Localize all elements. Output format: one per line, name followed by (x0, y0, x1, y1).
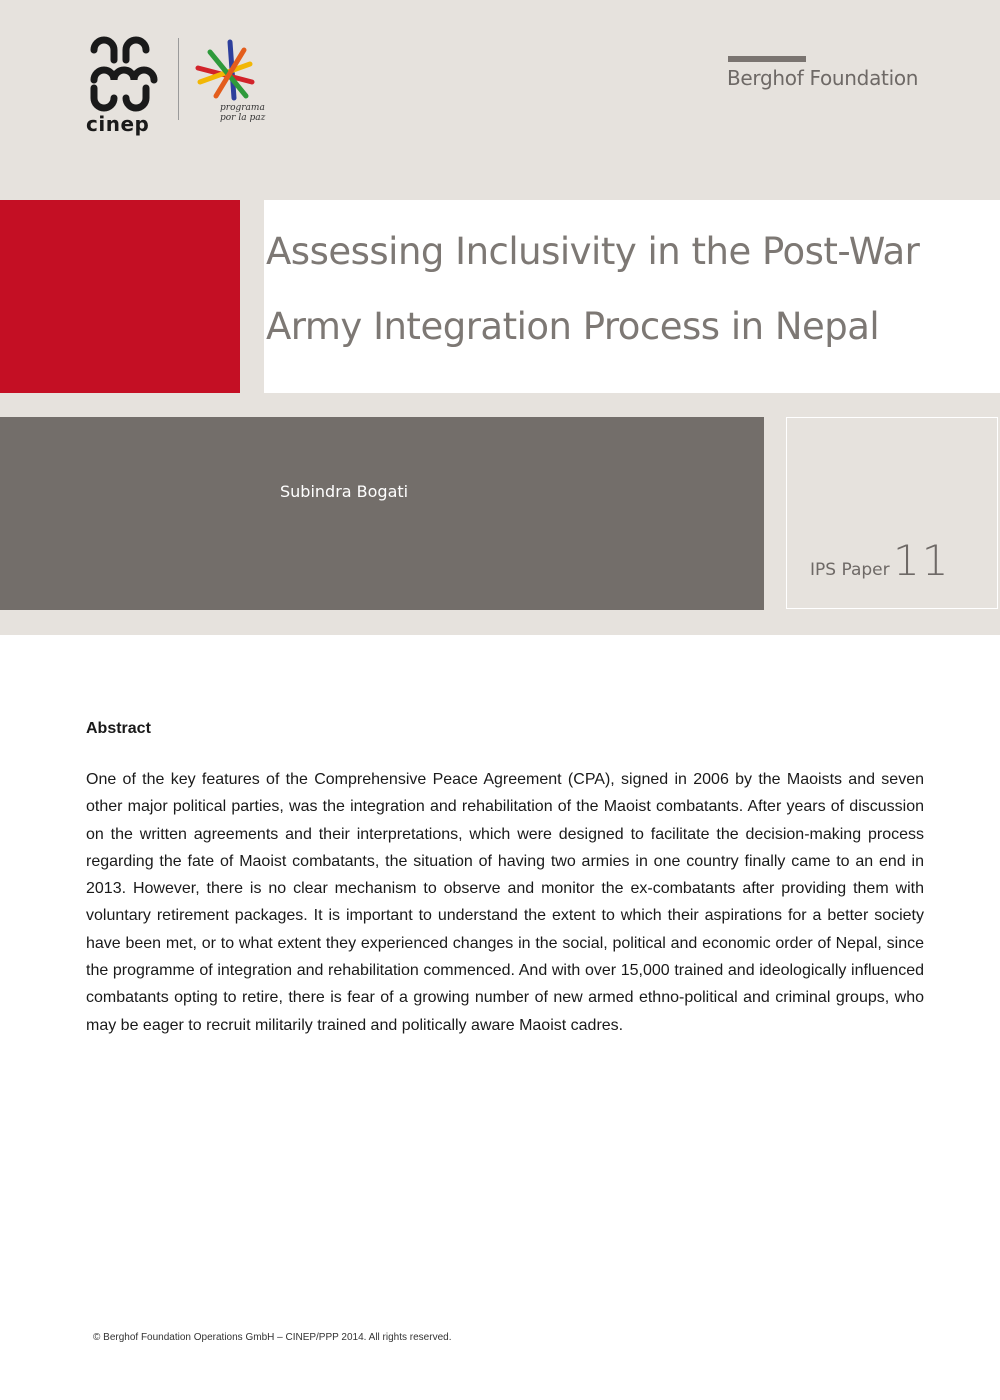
series-label: IPS Paper (810, 560, 890, 580)
title-line-2: Army Integration Process in Nepal (266, 305, 880, 348)
author-name: Subindra Bogati (280, 482, 409, 501)
title-line-1: Assessing Inclusivity in the Post-War (266, 230, 920, 273)
berghof-logo-bar (728, 56, 806, 62)
paz-logo-line1: programa (220, 103, 265, 113)
document-title (266, 214, 976, 364)
programa-por-la-paz-logo-text (220, 103, 265, 123)
cinep-logo-text: cinep (86, 112, 150, 136)
red-accent-block (0, 200, 240, 393)
author-box (0, 417, 764, 610)
berghof-foundation-logo-text: Berghof Foundation (727, 66, 919, 90)
logo-divider (178, 38, 179, 120)
abstract-heading: Abstract (86, 720, 151, 737)
paz-logo-line2: por la paz (220, 113, 266, 123)
copyright-footer: © Berghof Foundation Operations GmbH – CINEP/PPP 2014. All rights reserved. (93, 1332, 452, 1343)
series-box (786, 417, 998, 609)
series-number: 11 (893, 536, 951, 585)
abstract-body: One of the key features of the Comprehensive Peace Agreement (CPA), signed in 2006 by the Maoists and seven other major political parties, was the integration and rehabilitation of the Maoist combatants. After years of discussion on the written agreements and their interpretations, which were designed to facilitate the decision-making process regarding the fate of Maoist combatants, the situation of having two armies in one country finally came to an end in 2013. However, there is no clear mechanism to observe and monitor the ex-combatants after providing them with voluntary retirement packages. It is important to understand the extent to which their aspirations for a better society have been met, or to what extent they experienced changes in the social, political and economic order of Nepal, since the programme of integration and rehabilitation commenced. And with over 15,000 trained and ideologically influenced combatants opting to retire, there is fear of a growing number of new armed ethno-political and criminal groups, who may be eager to recruit militarily trained and politically aware Maoist cadres. (86, 771, 924, 1034)
